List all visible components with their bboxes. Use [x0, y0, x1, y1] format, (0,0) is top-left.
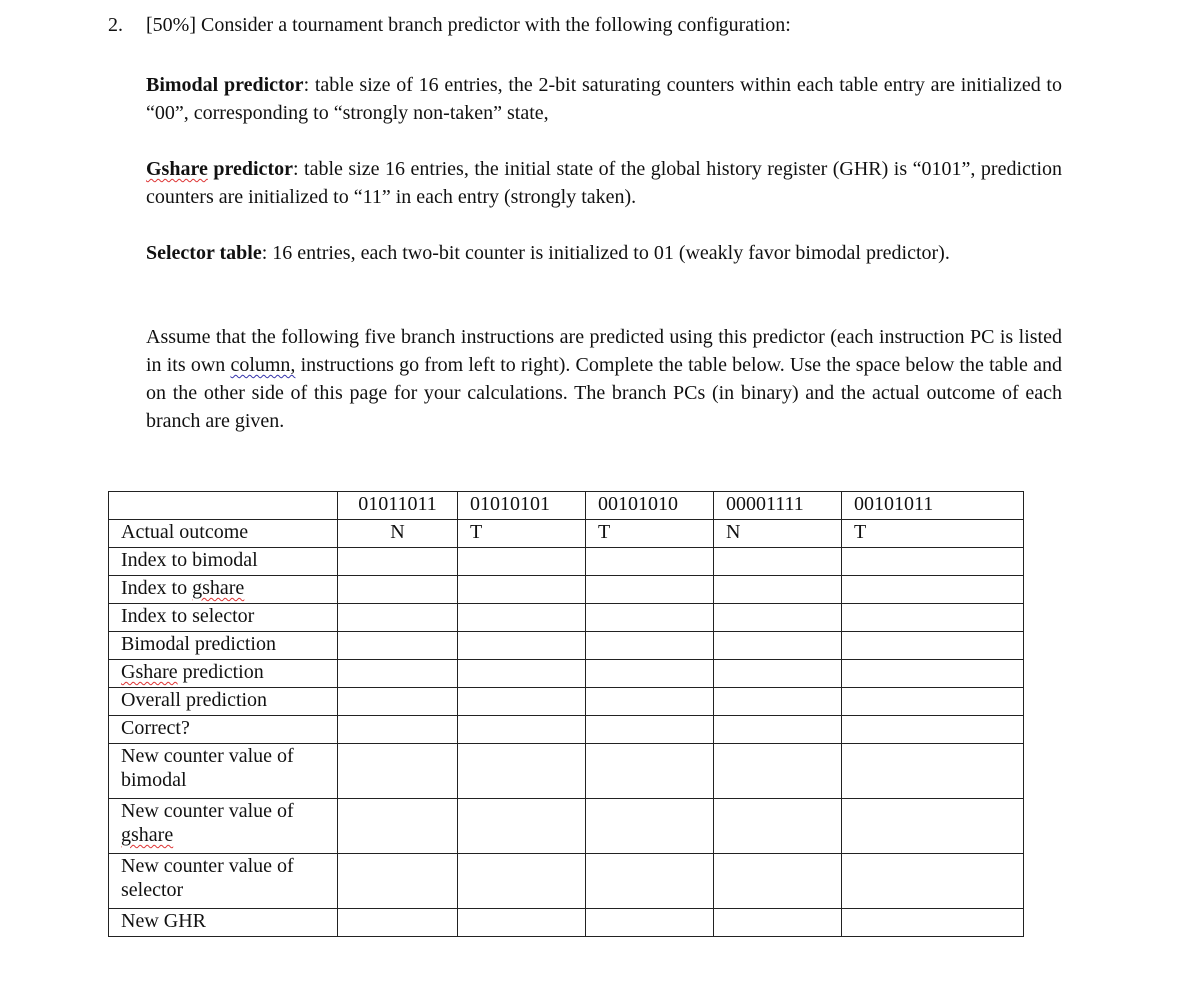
answer-cell[interactable] — [338, 854, 458, 909]
answer-cell[interactable] — [842, 799, 1024, 854]
pc-cell: 01010101 — [458, 492, 586, 520]
table-row — [109, 909, 1024, 937]
answer-cell[interactable] — [586, 716, 714, 744]
table-row — [109, 744, 1024, 799]
answer-cell[interactable] — [338, 604, 458, 632]
question-heading — [108, 14, 791, 37]
answer-cell[interactable] — [714, 799, 842, 854]
answer-cell[interactable] — [842, 744, 1024, 799]
answer-cell[interactable] — [842, 632, 1024, 660]
answer-cell[interactable] — [586, 576, 714, 604]
answer-cell[interactable] — [842, 548, 1024, 576]
answer-cell[interactable] — [586, 909, 714, 937]
answer-cell[interactable] — [458, 604, 586, 632]
answer-cell[interactable] — [586, 660, 714, 688]
outcome-cell: T — [842, 520, 1024, 548]
answer-cell[interactable] — [842, 909, 1024, 937]
answer-cell[interactable] — [714, 909, 842, 937]
row-label: Index to bimodal — [109, 548, 338, 576]
pc-cell: 01011011 — [338, 492, 458, 520]
row-label: Gshare prediction — [109, 660, 338, 688]
row-label: New counter value of bimodal — [109, 744, 338, 799]
answer-cell[interactable] — [586, 632, 714, 660]
pc-header-row — [109, 492, 1024, 520]
row-label: Overall prediction — [109, 688, 338, 716]
answer-cell[interactable] — [586, 688, 714, 716]
table-row — [109, 716, 1024, 744]
answer-cell[interactable] — [842, 660, 1024, 688]
answer-cell[interactable] — [458, 548, 586, 576]
answer-cell[interactable] — [338, 632, 458, 660]
bimodal-paragraph — [146, 71, 1062, 127]
table-row — [109, 854, 1024, 909]
answer-cell[interactable] — [338, 744, 458, 799]
outcome-row — [109, 520, 1024, 548]
answer-cell[interactable] — [338, 576, 458, 604]
answer-cell[interactable] — [586, 604, 714, 632]
answer-cell[interactable] — [714, 632, 842, 660]
answer-cell[interactable] — [458, 576, 586, 604]
assume-text-2: instructions go from left to right). Complete the table below. Use the space below the table and on the other side of this page for your calculations. The branch PCs (in binary) and the actual outcome of each branch are given. — [146, 354, 1062, 432]
pc-cell: 00101010 — [586, 492, 714, 520]
answer-cell[interactable] — [458, 716, 586, 744]
gshare-label-word: Gshare — [146, 158, 208, 180]
answer-cell[interactable] — [458, 854, 586, 909]
answer-cell[interactable] — [586, 548, 714, 576]
answer-cell[interactable] — [458, 660, 586, 688]
row-label: New counter value of selector — [109, 854, 338, 909]
row-label: Actual outcome — [109, 520, 338, 548]
answer-cell[interactable] — [586, 854, 714, 909]
answer-cell[interactable] — [338, 688, 458, 716]
answer-cell[interactable] — [338, 716, 458, 744]
answer-cell[interactable] — [842, 854, 1024, 909]
row-label: Correct? — [109, 716, 338, 744]
selector-paragraph — [146, 239, 1062, 267]
outcome-cell: N — [338, 520, 458, 548]
table-row — [109, 604, 1024, 632]
answer-cell[interactable] — [714, 604, 842, 632]
question-number: 2. — [108, 14, 123, 36]
answer-cell[interactable] — [586, 744, 714, 799]
table-row — [109, 548, 1024, 576]
answer-cell[interactable] — [338, 548, 458, 576]
answer-cell[interactable] — [714, 854, 842, 909]
pc-cell: 00001111 — [714, 492, 842, 520]
answer-cell[interactable] — [714, 576, 842, 604]
table-row — [109, 688, 1024, 716]
gshare-label-rest: predictor — [207, 158, 293, 180]
answer-cell[interactable] — [458, 632, 586, 660]
row-label: Index to gshare — [109, 576, 338, 604]
answer-cell[interactable] — [842, 604, 1024, 632]
answer-cell[interactable] — [842, 688, 1024, 716]
assume-text-1: Assume that the following five branch instructions are predicted using this predictor (each instruction PC is listed in its own — [146, 326, 1062, 376]
answer-cell[interactable] — [842, 576, 1024, 604]
answer-cell[interactable] — [714, 716, 842, 744]
outcome-cell: T — [586, 520, 714, 548]
answer-cell[interactable] — [458, 909, 586, 937]
answer-cell[interactable] — [338, 799, 458, 854]
outcome-cell: N — [714, 520, 842, 548]
bimodal-text: : table size of 16 entries, the 2-bit saturating counters within each table entry are initialized to “00”, corresponding to “strongly non-taken” state, — [146, 74, 1062, 124]
corner-cell — [109, 492, 338, 520]
row-label: New counter value of gshare — [109, 799, 338, 854]
table-row — [109, 660, 1024, 688]
answer-cell[interactable] — [338, 909, 458, 937]
bimodal-label: Bimodal predictor — [146, 74, 304, 96]
answer-cell[interactable] — [458, 799, 586, 854]
table-row — [109, 576, 1024, 604]
answer-cell[interactable] — [714, 744, 842, 799]
answer-cell[interactable] — [842, 716, 1024, 744]
answer-cell[interactable] — [458, 744, 586, 799]
answer-cell[interactable] — [338, 660, 458, 688]
answer-cell[interactable] — [714, 660, 842, 688]
pc-cell: 00101011 — [842, 492, 1024, 520]
assume-column-word: column, — [230, 354, 296, 376]
selector-label: Selector table — [146, 242, 262, 264]
outcome-cell: T — [458, 520, 586, 548]
answer-cell[interactable] — [714, 548, 842, 576]
gshare-text: : table size 16 entries, the initial state of the global history register (GHR) is “0101”, prediction counters are initialized to “11” in each entry (strongly taken). — [146, 158, 1062, 208]
assume-paragraph — [146, 323, 1062, 435]
row-label: New GHR — [109, 909, 338, 937]
row-label: Index to selector — [109, 604, 338, 632]
table-row — [109, 799, 1024, 854]
answer-cell[interactable] — [714, 688, 842, 716]
gshare-paragraph — [146, 155, 1062, 211]
answer-cell[interactable] — [458, 688, 586, 716]
predictor-table — [108, 491, 1024, 937]
gshare-label — [146, 158, 293, 180]
table-row — [109, 632, 1024, 660]
row-label: Bimodal prediction — [109, 632, 338, 660]
selector-text: : 16 entries, each two-bit counter is initialized to 01 (weakly favor bimodal predictor). — [261, 242, 950, 264]
question-title: [50%] Consider a tournament branch predictor with the following configuration: — [146, 14, 791, 36]
answer-cell[interactable] — [586, 799, 714, 854]
